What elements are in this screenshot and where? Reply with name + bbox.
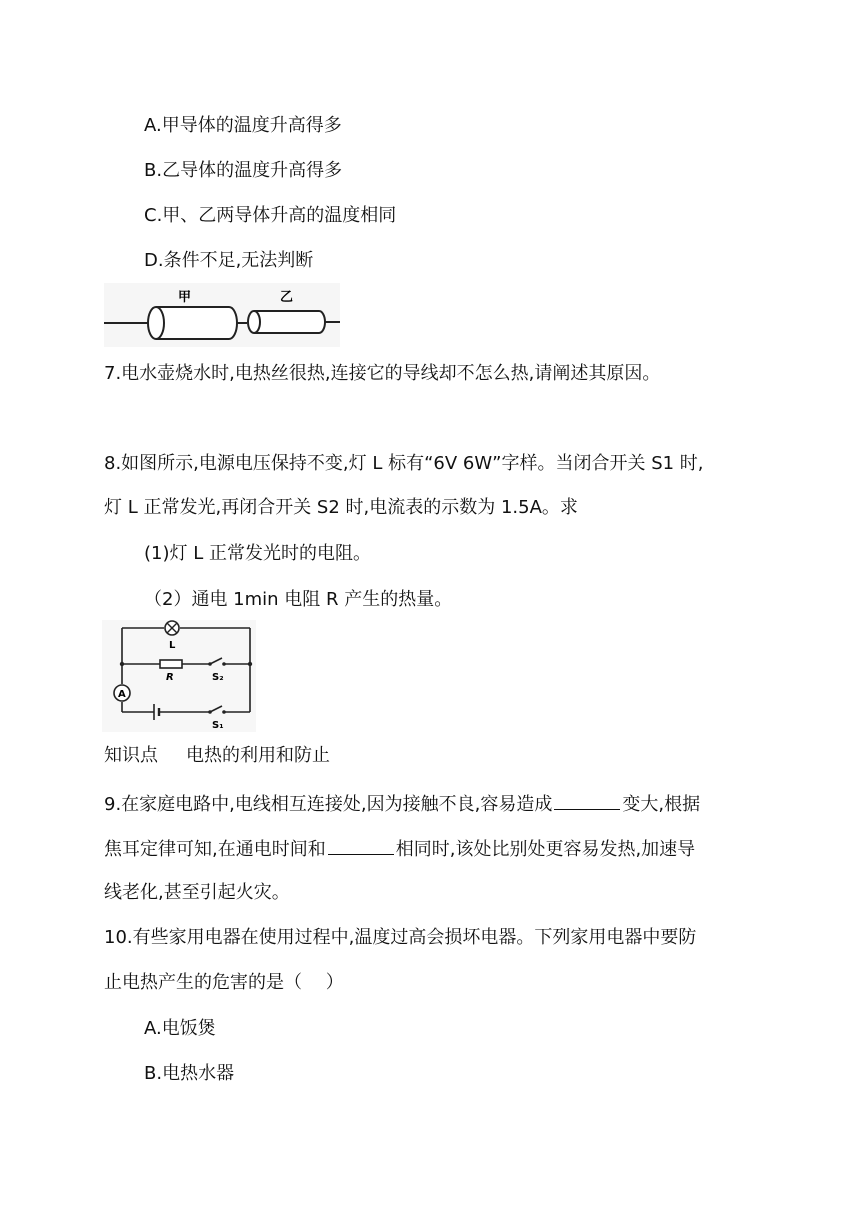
circuit-figure — [102, 620, 256, 732]
question-10-line2: 止电热产生的危害的是（ ） — [104, 972, 344, 993]
section-title: 电热的利用和防止 — [186, 745, 330, 766]
question-8-line1: 8.如图所示,电源电压保持不变,灯 L 标有“6V 6W”字样。当闭合开关 S1 时, — [104, 453, 704, 474]
question-8-sub1: (1)灯 L 正常发光时的电阻。 — [144, 543, 371, 564]
q10-option-a: A.电饭煲 — [144, 1018, 216, 1039]
ammeter-label: A — [118, 689, 126, 700]
q6-option-b: B.乙导体的温度升高得多 — [144, 160, 343, 181]
question-9-line3: 线老化,甚至引起火灾。 — [104, 882, 290, 903]
answer-blank-2 — [328, 836, 394, 855]
q10-option-b: B.电热水器 — [144, 1063, 235, 1084]
question-10-line1: 10.有些家用电器在使用过程中,温度过高会损坏电器。下列家用电器中要防 — [104, 927, 697, 948]
switch2-label: S₂ — [212, 672, 224, 683]
answer-blank-1 — [554, 791, 620, 810]
question-8-sub2: （2）通电 1min 电阻 R 产生的热量。 — [144, 589, 453, 610]
question-7: 7.电水壶烧水时,电热丝很热,连接它的导线却不怎么热,请阐述其原因。 — [104, 363, 661, 384]
q6-option-a: A.甲导体的温度升高得多 — [144, 115, 342, 136]
conductors-figure — [104, 283, 340, 347]
question-9-line2: 焦耳定律可知,在通电时间和 相同时,该处比别处更容易发热,加速导 — [104, 836, 695, 862]
label-yi: 乙 — [280, 290, 294, 305]
section-label: 知识点 — [104, 745, 158, 766]
question-8-line2: 灯 L 正常发光,再闭合开关 S2 时,电流表的示数为 1.5A。求 — [104, 497, 578, 518]
label-jia: 甲 — [178, 290, 192, 305]
q6-option-c: C.甲、乙两导体升高的温度相同 — [144, 205, 397, 226]
lamp-label: L — [169, 640, 176, 651]
switch1-label: S₁ — [212, 720, 224, 731]
question-9-line1: 9.在家庭电路中,电线相互连接处,因为接触不良,容易造成 变大,根据 — [104, 791, 700, 817]
section-heading — [104, 744, 330, 768]
q6-option-d: D.条件不足,无法判断 — [144, 250, 314, 271]
resistor-label: R — [166, 672, 174, 683]
